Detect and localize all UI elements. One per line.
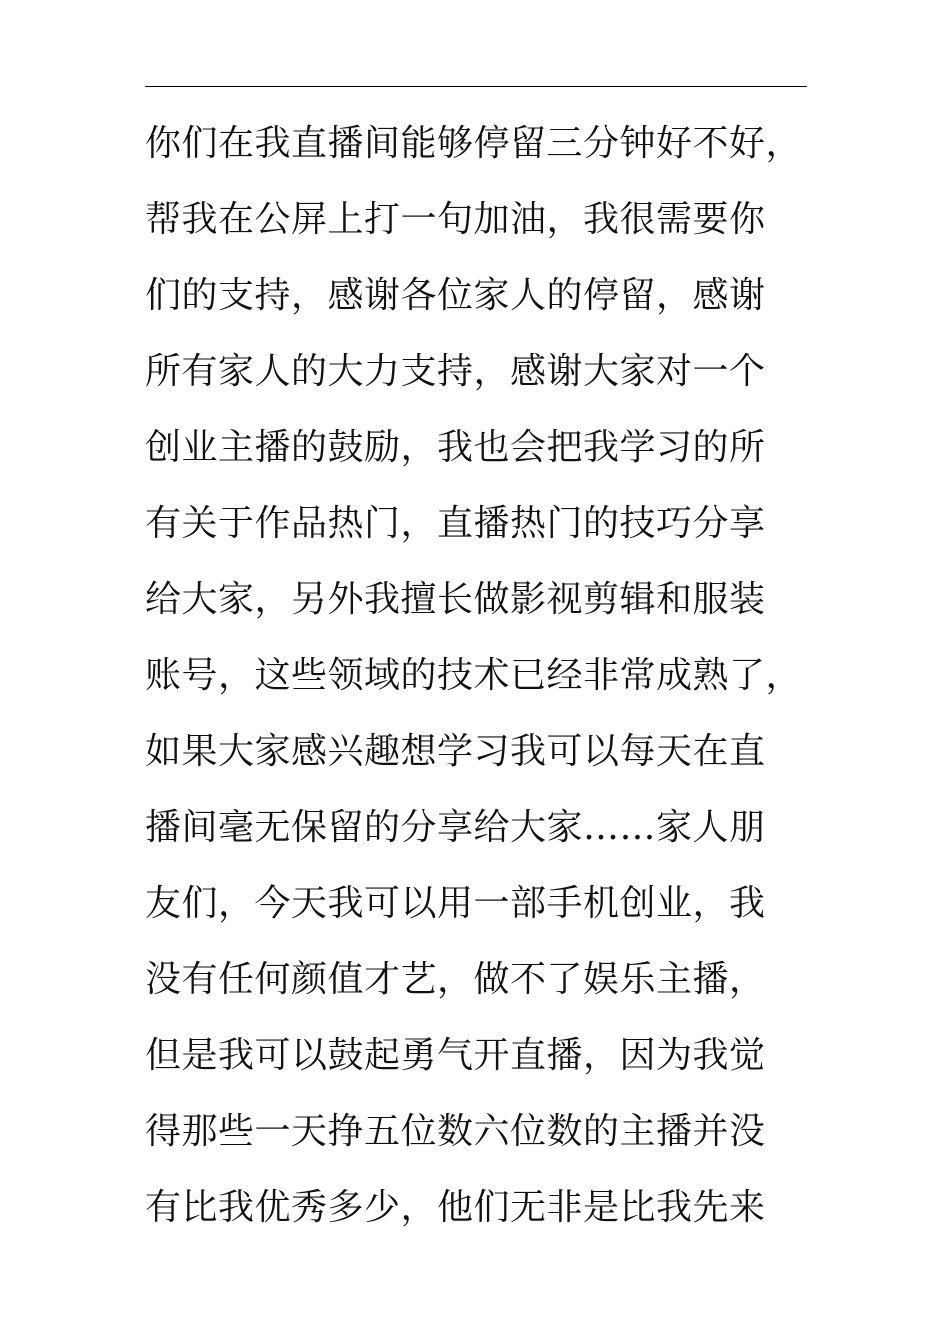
text-line: 有关于作品热门，直播热门的技巧分享 xyxy=(145,503,766,544)
text-line: 帮我在公屏上打一句加油，我很需要你 xyxy=(145,199,766,240)
text-line: 你们在我直播间能够停留三分钟好不好， xyxy=(145,123,803,164)
text-line: 但是我可以鼓起勇气开直播，因为我觉 xyxy=(145,1035,766,1076)
text-line: 账号，这些领域的技术已经非常成熟了， xyxy=(145,655,803,696)
text-line: 播间毫无保留的分享给大家……家人朋 xyxy=(145,807,766,848)
text-line: 所有家人的大力支持，感谢大家对一个 xyxy=(145,351,766,392)
text-line: 得那些一天挣五位数六位数的主播并没 xyxy=(145,1111,766,1152)
text-line: 创业主播的鼓励，我也会把我学习的所 xyxy=(145,427,766,468)
text-line: 如果大家感兴趣想学习我可以每天在直 xyxy=(145,731,766,772)
header-rule xyxy=(145,86,807,87)
text-line: 有比我优秀多少，他们无非是比我先来 xyxy=(145,1187,766,1228)
body-text xyxy=(145,106,845,1246)
text-line: 们的支持，感谢各位家人的停留，感谢 xyxy=(145,275,766,316)
text-line: 给大家，另外我擅长做影视剪辑和服装 xyxy=(145,579,766,620)
text-line: 没有任何颜值才艺，做不了娱乐主播， xyxy=(145,959,766,1000)
text-line: 友们，今天我可以用一部手机创业，我 xyxy=(145,883,766,924)
